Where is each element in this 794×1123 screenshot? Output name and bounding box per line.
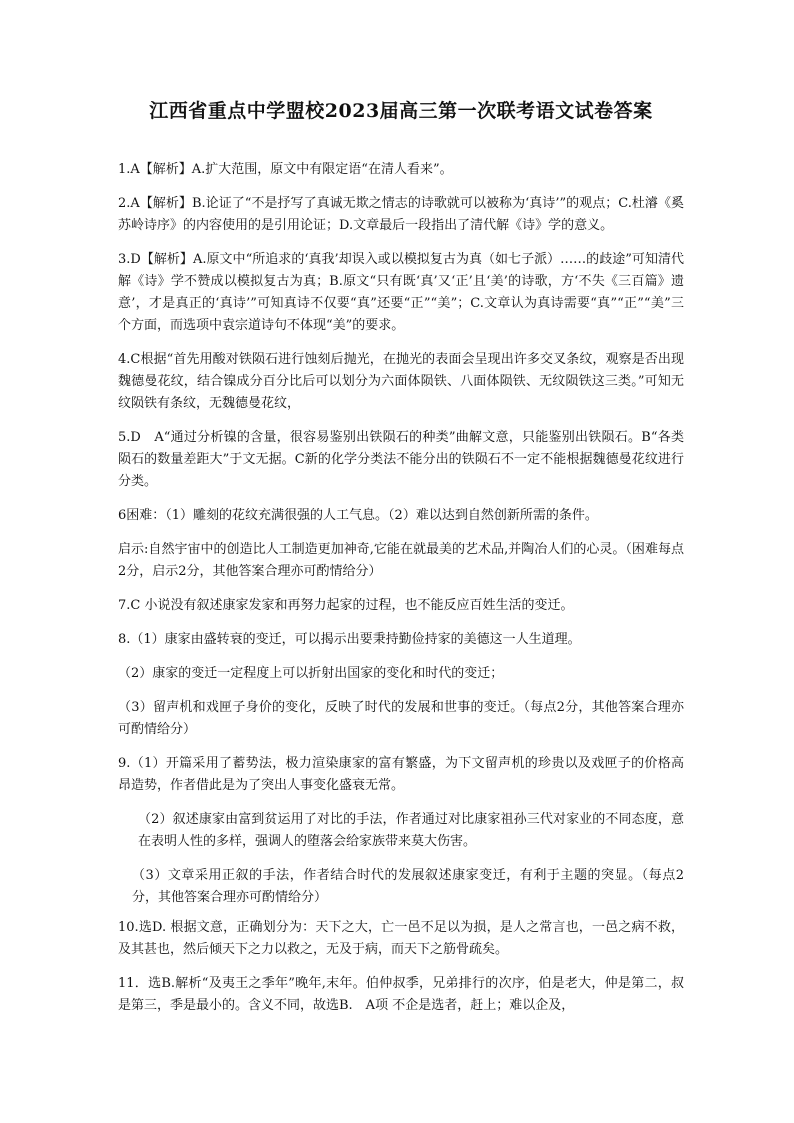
answer-6-inspiration: 启示:自然宇宙中的创造比人工制造更加神奇,它能在就最美的艺术品,并陶冶人们的心灵。（困难每点2分，启示2分，其他答案合理亦可酌情给分） [118,542,684,579]
page-title: 江西省重点中学盟校2023届高三第一次联考语文试卷答案 [149,100,653,122]
answer-6: 6困难：（1）雕刻的花纹充满很强的人工气息。（2）难以达到自然创新所需的条件。 [118,508,598,523]
answer-2: 2.A【解析】B.论证了“不是抒写了真诚无欺之情志的诗歌就可以被称为‘真诗’”的观点；C.杜濬《奚苏岭诗序》的内容使用的是引用论证；D.文章最后一段指出了清代解《诗》学的意义。 [118,196,684,233]
answer-9-point-3: （3）文章采用正叙的手法，作者结合时代的发展叙述康家变迁，有利于主题的突显。（每点2分，其他答案合理亦可酌情给分） [132,868,684,905]
answer-4: 4.C根据“首先用酸对铁陨石进行蚀刻后抛光，在抛光的表面会呈现出许多交叉条纹，观察是否出现魏德曼花纹，结合镍成分百分比后可以划分为六面体陨铁、八面体陨铁、无纹陨铁这三类。”可知无纹陨铁有条纹，无魏德曼花纹， [118,352,684,411]
answer-5: 5.D A“通过分析镍的含量，很容易鉴别出铁陨石的种类”曲解文意，只能鉴别出铁陨石。B“各类陨石的数量差距大”于文无据。C新的化学分类法不能分出的铁陨石不一定不能根据魏德曼花纹进行分类。 [118,430,684,489]
answer-8-point-2: （2）康家的变迁一定程度上可以折射出国家的变化和时代的变迁； [118,666,504,681]
answer-3: 3.D【解析】A.原文中“所追求的‘真我’却误入或以模拟复古为真（如七子派）……的歧途”可知清代解《诗》学不赞成以模拟复古为真；B.原文“只有既‘真’又‘正’且‘美’的诗歌，方‘不失《三百篇》遗意’，才是真正的‘真诗’”可知真诗不仅要“真”还要“正”“美”；C.文章认为真诗需要“真”“正”“美”三个方面，而选项中袁宗道诗句不体现“美”的要求。 [118,252,684,333]
answer-1: 1.A【解析】A.扩大范围，原文中有限定语“在清人看来”。 [118,162,453,177]
answer-10: 10.选D. 根据文意，正确划分为：天下之大，亡一邑不足以为损，是人之常言也，一邑之病不救，及其甚也，然后倾天下之力以救之，无及于病，而天下之筋骨疏矣。 [118,920,684,957]
answer-7: 7.C 小说没有叙述康家发家和再努力起家的过程，也不能反应百姓生活的变迁。 [118,598,574,613]
answer-8-point-1: 8.（1）康家由盛转衰的变迁，可以揭示出要秉持勤俭持家的美德这一人生道理。 [118,632,581,647]
answer-11: 11．选B.解析“及夷王之季年”晚年,末年。伯仲叔季，兄弟排行的次序，伯是老大，仲是第二，叔是第三，季是最小的。含义不同，故选B. A项 不企是选者，赶上；难以企及， [118,976,684,1013]
answer-9-point-1: 9.（1）开篇采用了蓄势法，极力渲染康家的富有繁盛，为下文留声机的珍贵以及戏匣子的价格高昂造势，作者借此是为了突出人事变化盛衰无常。 [118,756,684,793]
answer-9-point-2: （2）叙述康家由富到贫运用了对比的手法，作者通过对比康家祖孙三代对家业的不同态度，意在表明人性的多样，强调人的堕落会给家族带来莫大伤害。 [138,812,684,849]
answer-8-point-3: （3）留声机和戏匣子身价的变化，反映了时代的发展和世事的变迁。（每点2分，其他答案合理亦可酌情给分） [118,700,684,737]
